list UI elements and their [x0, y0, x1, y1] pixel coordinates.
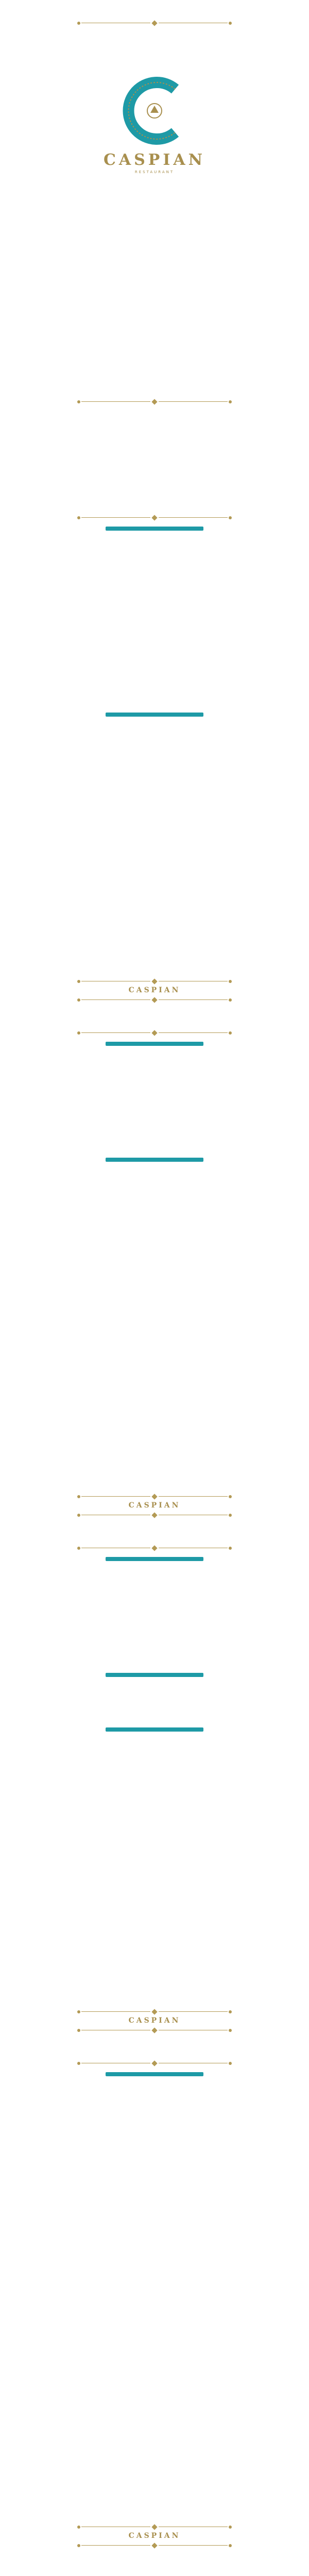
category-header — [106, 1727, 203, 1732]
menu-item-row — [77, 1108, 232, 1116]
page-footer-brand: CASPIAN — [128, 2016, 181, 2025]
page-footer-brand: CASPIAN — [128, 986, 181, 994]
menu-item-list — [77, 1741, 232, 1881]
page-footer-divider — [77, 2543, 232, 2548]
menu-item-row — [77, 1259, 232, 1267]
menu-item-row — [77, 814, 232, 822]
page-footer-divider — [77, 997, 232, 1003]
menu-item-list — [77, 1686, 232, 1721]
menu-item-row — [77, 689, 232, 698]
caspian-c-emblem-icon — [118, 75, 191, 147]
menu-item-row — [77, 2243, 232, 2252]
menu-item-row — [77, 1134, 232, 1143]
menu-item-row — [77, 735, 232, 743]
menu-item-list — [77, 540, 232, 706]
menu-item-row — [77, 1863, 232, 1872]
cover-brand-sub: RESTAURANT — [134, 170, 175, 174]
menu-item-row — [77, 2226, 232, 2234]
menu-item-row — [77, 2217, 232, 2226]
category-header — [106, 527, 203, 531]
menu-item-row — [77, 1570, 232, 1579]
menu-item-row — [77, 2112, 232, 2121]
menu-item-row — [77, 726, 232, 735]
menu-item-row — [77, 1640, 232, 1649]
menu-item-row — [77, 2182, 232, 2191]
menu-item-row — [77, 557, 232, 566]
menu-item-row — [77, 2208, 232, 2217]
menu-item-row — [77, 1741, 232, 1750]
menu-item-row — [77, 1695, 232, 1704]
menu-item-row — [77, 1294, 232, 1302]
menu-item-row — [77, 2269, 232, 2278]
menu-item-row — [77, 1171, 232, 1180]
menu-item-row — [77, 1241, 232, 1250]
menu-item-row — [77, 1828, 232, 1837]
menu-item-row — [77, 2129, 232, 2138]
page-bottom-divider — [77, 1494, 232, 1499]
menu-item-row — [77, 1686, 232, 1695]
menu-item-row — [77, 2103, 232, 2112]
page-bottom-divider — [77, 979, 232, 984]
menu-item-row — [77, 1767, 232, 1776]
menu-item-row — [77, 778, 232, 787]
menu-item-row — [77, 1224, 232, 1232]
menu-item-row — [77, 601, 232, 610]
menu-item-row — [77, 1846, 232, 1855]
cover-bottom-divider — [77, 399, 232, 404]
menu-item-row — [77, 796, 232, 805]
menu-item-row — [77, 2173, 232, 2182]
menu-item-row — [77, 566, 232, 575]
menu-item-row — [77, 1776, 232, 1785]
menu-item-row — [77, 1713, 232, 1721]
menu-item-list — [77, 726, 232, 822]
menu-item-row — [77, 1820, 232, 1828]
menu-item-row — [77, 619, 232, 628]
menu-item-row — [77, 1302, 232, 1311]
menu-item-row — [77, 2191, 232, 2199]
menu-item-row — [77, 1793, 232, 1802]
menu-item-row — [77, 2234, 232, 2243]
menu-item-row — [77, 575, 232, 584]
menu-item-row — [77, 1872, 232, 1881]
menu-item-row — [77, 1206, 232, 1215]
menu-item-row — [77, 2199, 232, 2208]
menu-item-row — [77, 2156, 232, 2164]
menu-item-row — [77, 1081, 232, 1090]
menu-item-row — [77, 1837, 232, 1846]
menu-item-row — [77, 1588, 232, 1597]
menu-item-list — [77, 1570, 232, 1667]
menu-item-row — [77, 1180, 232, 1189]
category-header — [106, 1042, 203, 1046]
menu-item-row — [77, 680, 232, 689]
menu-item-row — [77, 1320, 232, 1329]
menu-item-row — [77, 584, 232, 592]
menu-item-row — [77, 1785, 232, 1793]
menu-item-list — [77, 1055, 232, 1151]
menu-item-row — [77, 610, 232, 619]
menu-item-row — [77, 1614, 232, 1623]
menu-item-row — [77, 1802, 232, 1811]
cover-brand: CASPIAN — [103, 151, 206, 169]
menu-item-row — [77, 770, 232, 778]
menu-item-row — [77, 1811, 232, 1820]
menu-item-row — [77, 2094, 232, 2103]
menu-item-row — [77, 1125, 232, 1134]
menu-item-row — [77, 1215, 232, 1224]
menu-item-row — [77, 2261, 232, 2269]
menu-item-row — [77, 654, 232, 663]
menu-item-row — [77, 1073, 232, 1081]
menu-item-list — [77, 1171, 232, 1329]
menu-item-row — [77, 1623, 232, 1632]
menu-item-row — [77, 1758, 232, 1767]
category-header — [106, 1158, 203, 1162]
menu-item-row — [77, 1649, 232, 1658]
menu-item-row — [77, 761, 232, 770]
menu-item-row — [77, 663, 232, 671]
category-header — [106, 2072, 203, 2076]
menu-item-row — [77, 1285, 232, 1294]
menu-item-row — [77, 1064, 232, 1073]
menu-item-row — [77, 1605, 232, 1614]
menu-item-row — [77, 1143, 232, 1151]
menu-item-row — [77, 1189, 232, 1197]
menu-item-row — [77, 1267, 232, 1276]
page-bottom-divider — [77, 2009, 232, 2014]
menu-item-row — [77, 1704, 232, 1713]
menu-item-list — [77, 2086, 232, 2278]
menu-item-row — [77, 1855, 232, 1863]
menu-item-row — [77, 2252, 232, 2261]
menu-item-row — [77, 1632, 232, 1640]
menu-item-row — [77, 743, 232, 752]
menu-item-row — [77, 698, 232, 706]
menu-item-row — [77, 628, 232, 636]
menu-item-row — [77, 805, 232, 814]
menu-item-row — [77, 1658, 232, 1667]
menu-item-row — [77, 1116, 232, 1125]
menu-item-row — [77, 1250, 232, 1259]
page-footer-divider — [77, 2028, 232, 2033]
page-top-divider — [77, 2061, 232, 2066]
category-header — [106, 1557, 203, 1561]
menu-item-row — [77, 1055, 232, 1064]
category-header — [106, 713, 203, 717]
menu-item-row — [77, 1311, 232, 1320]
menu-item-row — [77, 540, 232, 549]
page-top-divider — [77, 1546, 232, 1551]
menu-item-row — [77, 1232, 232, 1241]
page-footer-brand: CASPIAN — [128, 1501, 181, 1510]
menu-item-row — [77, 752, 232, 761]
menu-item-row — [77, 549, 232, 557]
page-bottom-divider — [77, 2524, 232, 2530]
menu-item-row — [77, 2138, 232, 2147]
top-divider — [77, 21, 232, 26]
page-top-divider — [77, 515, 232, 520]
menu-item-row — [77, 1197, 232, 1206]
menu-item-row — [77, 1597, 232, 1605]
menu-item-row — [77, 1750, 232, 1758]
menu-item-row — [77, 1579, 232, 1588]
menu-item-row — [77, 645, 232, 654]
page-footer-brand: CASPIAN — [128, 2532, 181, 2540]
menu-item-row — [77, 2147, 232, 2156]
category-header — [106, 1673, 203, 1677]
menu-item-row — [77, 636, 232, 645]
cover-logo — [0, 75, 309, 176]
page-top-divider — [77, 1030, 232, 1036]
menu-item-row — [77, 787, 232, 796]
menu-item-row — [77, 1099, 232, 1108]
menu-item-row — [77, 1276, 232, 1285]
page-footer-divider — [77, 1513, 232, 1518]
menu-item-row — [77, 2086, 232, 2094]
menu-item-row — [77, 592, 232, 601]
menu-item-row — [77, 671, 232, 680]
menu-item-row — [77, 2121, 232, 2129]
menu-item-row — [77, 1090, 232, 1099]
menu-item-row — [77, 2164, 232, 2173]
